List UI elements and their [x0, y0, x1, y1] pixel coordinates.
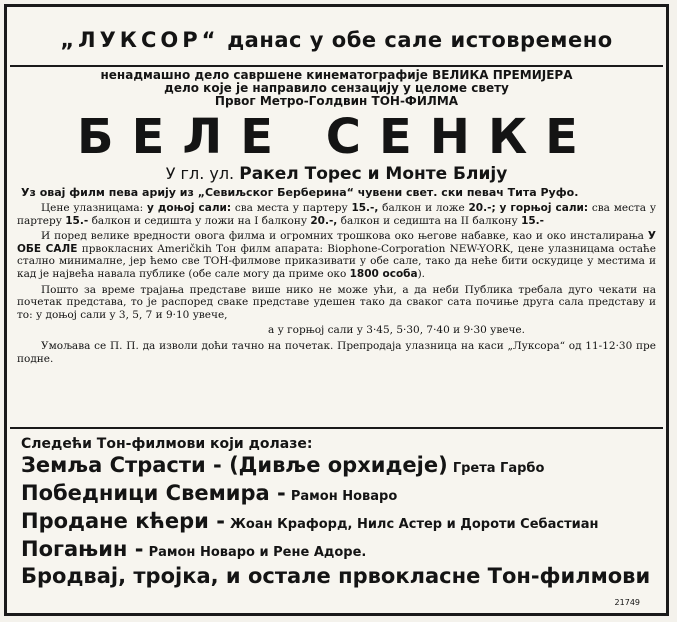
- prices-intro: Цене улазницама:: [41, 202, 144, 214]
- upcoming-film-cast: Жоан Крафорд, Нилс Астер и Дороти Себастиан: [230, 517, 599, 532]
- intro-line-3: Првог Метро-Голдвин ТОН-ФИЛМА: [214, 94, 459, 108]
- upcoming-film-title: Земља Страсти - (Дивље орхидеје): [21, 453, 448, 477]
- lower-hall-price-1: 15.-,: [351, 202, 379, 214]
- paragraph-2: Пошто за време трајања представе више нико не може ући, а да неби Публика требала дуго чекати на почетак представа, то је распоред сваке представе удешен тако да сваког сата почиње друга сала представу и то: у доњој сали у 3, 5, 7 и 9·10 увече,: [17, 283, 656, 321]
- prices: [17, 202, 656, 227]
- paragraph-3: Умољава се П. П. да изволи доћи тачно на почетак. Препродаја улазница на каси „Луксора“ од 11-12·30 пре подне.: [17, 339, 656, 365]
- upcoming-film-title: Погањин -: [21, 537, 144, 561]
- upcoming-film-cast: Грета Гарбо: [452, 461, 545, 476]
- upcoming-film-row: [21, 565, 652, 589]
- lower-hall-price-2: 20.-;: [468, 202, 496, 214]
- intro-line-2: дело које је направило сензацију у целоме свету: [164, 81, 509, 95]
- upper-hall-text: сва места у партеру: [17, 202, 656, 227]
- film-title: БЕЛЕ СЕНКЕ: [77, 109, 596, 165]
- lower-hall-text-2: балкон и ложе: [382, 202, 465, 214]
- upcoming-film-title: Победници Свемира -: [21, 481, 286, 505]
- upcoming-film-row: [21, 481, 652, 509]
- paragraph-1-halls: У ОБЕ САЛЕ: [17, 230, 656, 255]
- upcoming-film-title: Бродвај, тројка, и остале првокласне Тон-филмови: [21, 564, 651, 588]
- upcoming-film-cast: Рамон Новаро и Рене Адоре.: [148, 545, 367, 560]
- reference-code: 21749: [614, 598, 640, 607]
- upcoming-film-cast: Рамон Новаро: [290, 489, 398, 504]
- paragraph-1-part-c: ).: [417, 267, 426, 280]
- intro-line-1: ненадмашно дело савршене кинематографије ВЕЛИКА ПРЕМИЈЕРА: [100, 68, 573, 82]
- upper-hall-text-2: балкон и седишта у ложи на I балкону: [91, 214, 307, 227]
- lower-hall-text: сва места у партеру: [234, 202, 348, 214]
- upper-hall-price-2: 20.-,: [310, 214, 338, 227]
- paragraph-1-capacity: 1800 особа: [349, 267, 418, 280]
- paragraph-tickets: [17, 340, 656, 365]
- lower-hall-label: у доњој сали:: [146, 202, 232, 214]
- cast-prefix: У гл. ул.: [165, 164, 235, 183]
- upcoming-films: [21, 435, 652, 613]
- upcoming-film-row: [21, 453, 652, 481]
- header-tagline: данас у обе сале истовремено: [227, 28, 613, 52]
- paragraph-schedule-upper: а у горњој сали у 3·45, 5·30, 7·40 и 9·30 увече.: [268, 324, 525, 337]
- header-line: [10, 28, 663, 52]
- upcoming-film-row: [21, 509, 652, 537]
- advertisement: [4, 4, 669, 616]
- paragraph-schedule: [17, 284, 656, 322]
- upcoming-film-title: Продане кћери -: [21, 509, 225, 533]
- section-divider: [10, 427, 663, 429]
- header-bar: [10, 10, 663, 67]
- upper-hall-text-3: балкон и седишта на II балкону: [340, 214, 518, 227]
- paragraph-installation: [17, 230, 656, 280]
- upper-hall-price-1: 15.-: [65, 214, 89, 227]
- main-announcement: [17, 69, 656, 421]
- upcoming-film-row: [21, 537, 652, 565]
- upper-hall-label: у горњој сали:: [499, 202, 589, 214]
- cast-names: Ракел Торес и Монте Блију: [239, 164, 508, 184]
- paragraph-1-part-a: И поред велике вредности овога филма и огромних трошкова око његове набавке, као и око инсталирања: [41, 230, 644, 243]
- paragraph-1-part-b: првокласних Američkih Тон филм апарата: Biophone-Corporation NEW-YORK, цене улазницама остаће стално минималне, јер ћемо све ТОН-филмове приказивати у обе сале, тако да неће бити оскудице у местима и кад је највећа навала публике (обе сале могу да приме око: [17, 242, 657, 280]
- aria-note: Уз овај филм пева арију из „Севиљског Берберина“ чувени свет. ски певач Тита Руфо.: [21, 186, 579, 199]
- upcoming-heading: Следећи Тон-филмови који долазе:: [21, 436, 313, 452]
- upper-hall-price-3: 15.-: [521, 214, 545, 227]
- brand-name: „ЛУКСОР“: [60, 28, 220, 52]
- film-cast: [17, 164, 656, 184]
